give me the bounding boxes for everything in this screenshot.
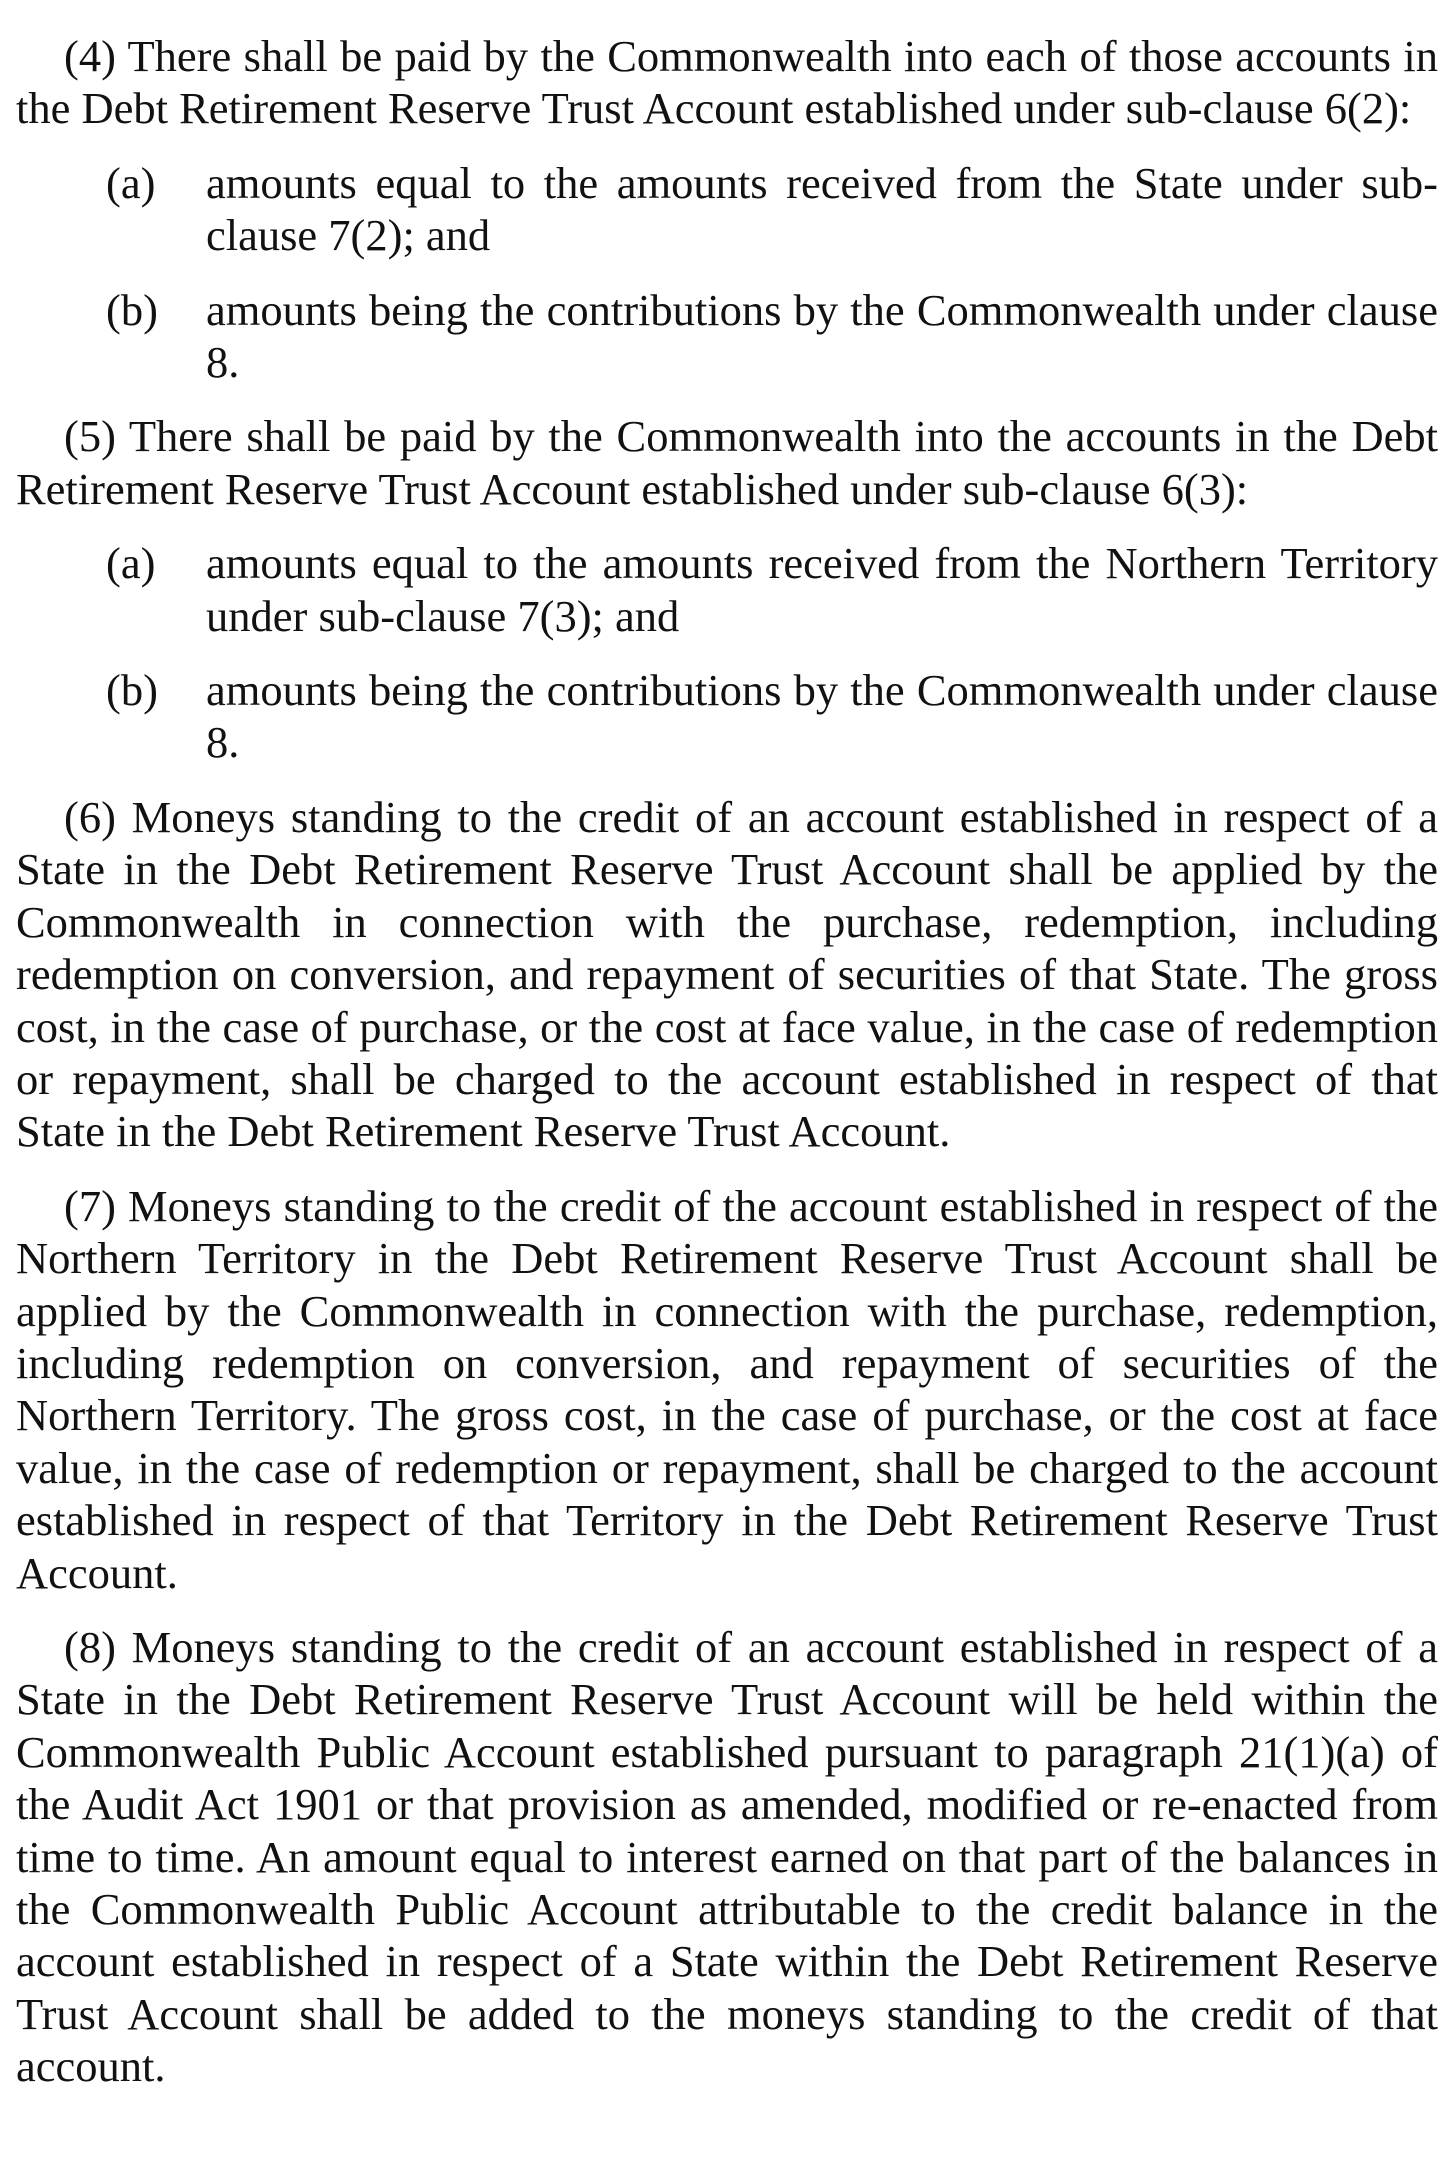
document-page xyxy=(16,30,1438,2115)
clause-5b-item xyxy=(16,664,1438,769)
clause-6-paragraph: (6) Moneys standing to the credit of an account established in respect of a State in the Debt Retirement Reserve Trust Account shall be applied by the Commonwealth in connection with the purchase, redemption, including redemption on conversion, and repayment of securities of that State. The gross cost, in the case of purchase, or the cost at face value, in the case of redemption or repayment, shall be charged to the account established in respect of that State in the Debt Retirement Reserve Trust Account. xyxy=(16,791,1438,1157)
item-text: amounts being the contributions by the Commonwealth under clause 8. xyxy=(206,665,1438,768)
clause-5-paragraph: (5) There shall be paid by the Commonwealth into the accounts in the Debt Retirement Reserve Trust Account established under sub-clause 6(3): xyxy=(16,411,1438,514)
clause-7-paragraph: (7) Moneys standing to the credit of the account established in respect of the Northern Territory in the Debt Retirement Reserve Trust Account shall be applied by the Commonwealth in connection with the purchase, redemption, including redemption on conversion, and repayment of securities of the Northern Territory. The gross cost, in the case of purchase, or the cost at face value, in the case of redemption or repayment, shall be charged to the account established in respect of that Territory in the Debt Retirement Reserve Trust Account. xyxy=(16,1180,1438,1598)
clause-4-paragraph: (4) There shall be paid by the Commonwealth into each of those accounts in the Debt Retirement Reserve Trust Account established under sub-clause 6(2): xyxy=(16,31,1438,134)
item-text: amounts equal to the amounts received from the State under sub-clause 7(2); and xyxy=(206,157,1438,261)
item-label: (b) xyxy=(106,665,158,716)
item-text: amounts being the contributions by the Commonwealth under clause 8. xyxy=(206,284,1438,388)
clause-5a-item xyxy=(16,537,1438,642)
clause-4b-item xyxy=(16,284,1438,389)
clause-4a-item xyxy=(16,157,1438,262)
clause-4-list xyxy=(16,157,1438,389)
item-label: (a) xyxy=(106,538,156,589)
item-text: amounts equal to the amounts received from the Northern Territory under sub-clause 7(3); and xyxy=(206,538,1438,641)
item-label: (b) xyxy=(106,284,158,335)
clause-5-list xyxy=(16,537,1438,769)
clause-8-paragraph: (8) Moneys standing to the credit of an account established in respect of a State in the Debt Retirement Reserve Trust Account will be held within the Commonwealth Public Account established pursuant to paragraph 21(1)(a) of the Audit Act 1901 or that provision as amended, modified or re-enacted from time to time. An amount equal to interest earned on that part of the balances in the Commonwealth Public Account attributable to the credit balance in the account established in respect of a State within the Debt Retirement Reserve Trust Account shall be added to the moneys standing to the credit of that account. xyxy=(16,1621,1438,2092)
item-label: (a) xyxy=(106,157,156,208)
